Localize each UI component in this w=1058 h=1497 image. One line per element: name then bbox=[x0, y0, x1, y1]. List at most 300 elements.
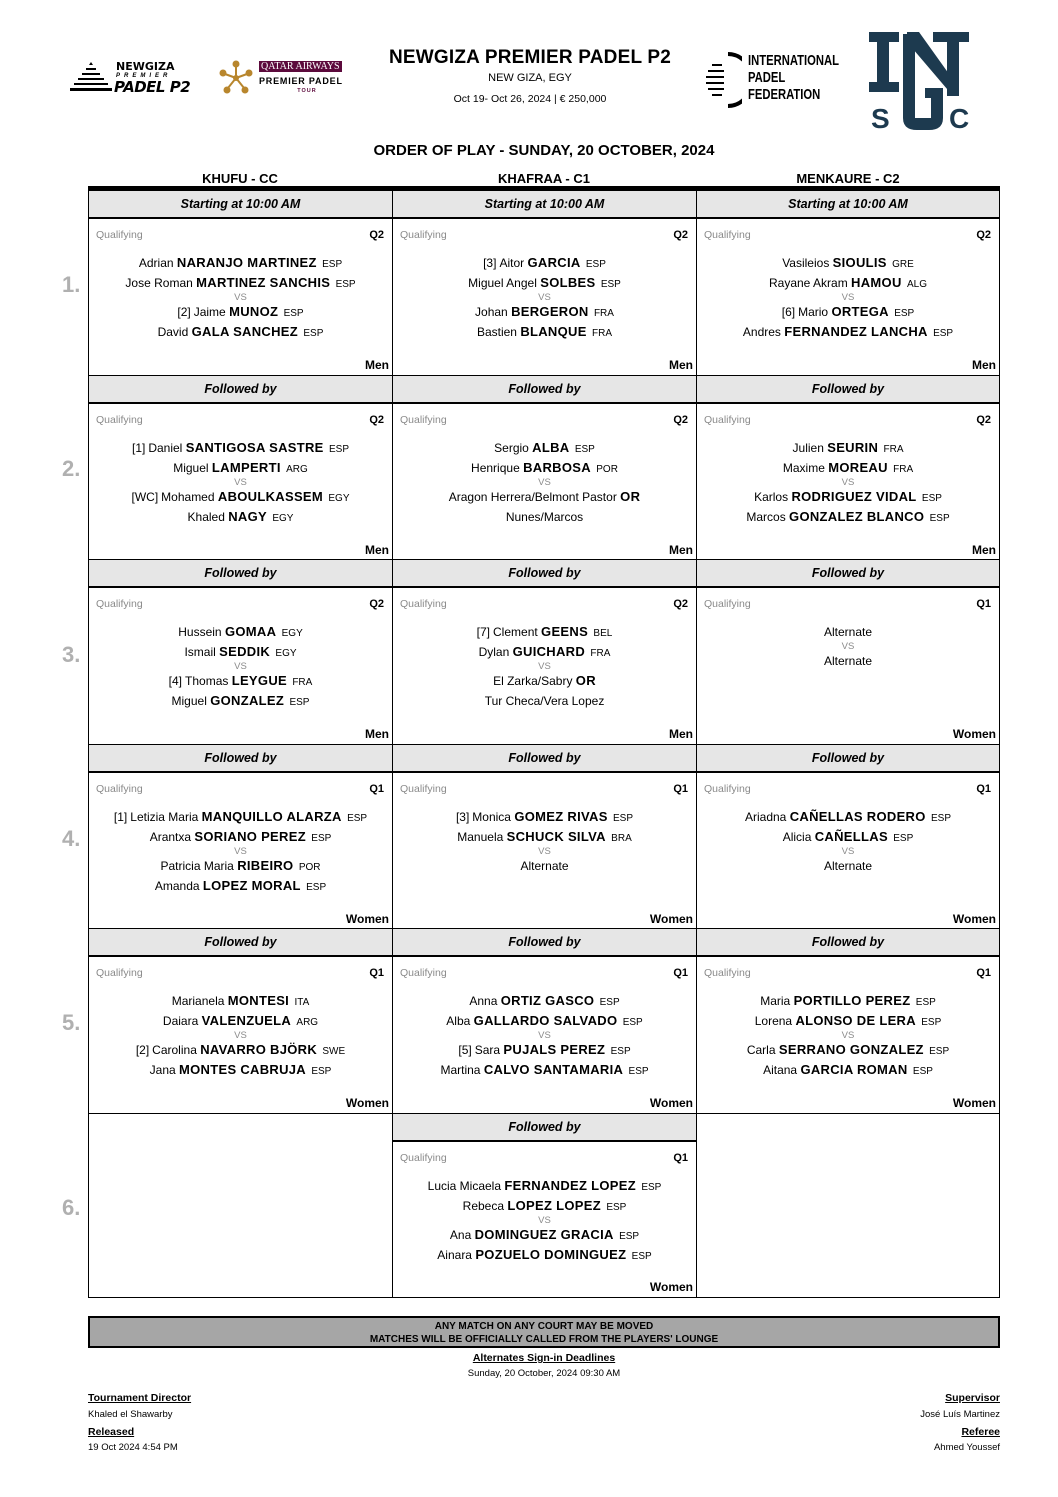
player-last-name: BLANQUE bbox=[520, 324, 587, 339]
match-body bbox=[393, 1142, 696, 1297]
player-nationality: ESP bbox=[915, 997, 936, 1008]
player-nationality: ESP bbox=[921, 493, 942, 504]
player-last-name: GONZALEZ bbox=[210, 693, 285, 708]
player-nationality: ESP bbox=[585, 259, 606, 270]
player-line bbox=[697, 273, 999, 293]
player-first-name: Anna bbox=[469, 994, 498, 1008]
referee-name: Ahmed Youssef bbox=[933, 1442, 1000, 1453]
player-last-name: SEURIN bbox=[827, 440, 879, 455]
player-last-name: SANTIGOSA SASTRE bbox=[185, 440, 324, 455]
notice-banner bbox=[88, 1316, 1000, 1348]
player-last-name: RODRIGUEZ VIDAL bbox=[791, 489, 917, 504]
player-nationality: ARG bbox=[286, 464, 308, 475]
player-last-name: SOLBES bbox=[540, 275, 596, 290]
category-label: Women bbox=[649, 1096, 693, 1110]
player-last-name: VALENZUELA bbox=[201, 1013, 292, 1028]
category-label: Men bbox=[365, 727, 389, 741]
player-first-name: Alternate bbox=[823, 654, 873, 668]
round-label: Q1 bbox=[673, 783, 688, 795]
match-cell bbox=[696, 375, 1000, 561]
player-line bbox=[89, 487, 392, 507]
match-players bbox=[89, 807, 392, 896]
player-line bbox=[89, 273, 392, 293]
category-label: Women bbox=[952, 1096, 996, 1110]
player-line bbox=[393, 1060, 696, 1080]
player-first-name: Aragon Herrera/Belmont Pastor bbox=[448, 490, 617, 504]
order-of-play-title: ORDER OF PLAY - SUNDAY, 20 OCTOBER, 2024 bbox=[373, 142, 715, 159]
player-nationality: FRA bbox=[292, 677, 313, 688]
player-first-name: Carla bbox=[746, 1043, 776, 1057]
match-body bbox=[697, 588, 999, 744]
tournament-title: NEWGIZA PREMIER PADEL P2 bbox=[388, 47, 672, 68]
followed-by-header: Followed by bbox=[697, 929, 999, 957]
row-number: 3. bbox=[62, 642, 81, 667]
player-last-name: NAVARRO BJÖRK bbox=[200, 1042, 318, 1057]
followed-by-header: Followed by bbox=[393, 1114, 696, 1142]
player-line bbox=[393, 1245, 696, 1265]
qatar-premier-padel-logo bbox=[218, 60, 358, 96]
player-line bbox=[697, 507, 999, 527]
player-last-name: GOMEZ RIVAS bbox=[514, 809, 608, 824]
match-cell bbox=[88, 375, 393, 561]
category-label: Women bbox=[649, 1280, 693, 1294]
vs-label: VS bbox=[841, 846, 855, 857]
player-last-name: LOPEZ LOPEZ bbox=[507, 1198, 601, 1213]
player-nationality: ESP bbox=[628, 1066, 649, 1077]
qualifying-label: Qualifying bbox=[400, 229, 447, 241]
ngsc-logo bbox=[867, 28, 973, 132]
player-line bbox=[89, 458, 392, 478]
qualifying-label: Qualifying bbox=[704, 414, 751, 426]
category-label: Women bbox=[649, 912, 693, 926]
player-first-name: Maxime bbox=[782, 461, 825, 475]
player-nationality: FRA bbox=[883, 444, 904, 455]
player-line bbox=[697, 1060, 999, 1080]
vs-label: VS bbox=[538, 477, 551, 488]
round-label: Q2 bbox=[673, 414, 688, 426]
row-number: 2. bbox=[62, 456, 81, 481]
match-players bbox=[89, 622, 392, 711]
player-first-name: Alternate bbox=[823, 625, 873, 639]
player-line bbox=[697, 438, 999, 458]
category-label: Women bbox=[952, 727, 996, 741]
player-nationality: POR bbox=[596, 464, 618, 475]
match-cell bbox=[88, 744, 393, 930]
player-nationality: ESP bbox=[283, 308, 304, 319]
player-line bbox=[89, 1040, 392, 1060]
player-line bbox=[393, 1225, 696, 1245]
followed-by-header: Followed by bbox=[89, 745, 392, 773]
player-nationality: ESP bbox=[921, 1017, 942, 1028]
player-first-name: Alternate bbox=[823, 859, 873, 873]
category-label: Men bbox=[972, 358, 996, 372]
player-first-name: Julien bbox=[792, 441, 824, 455]
qualifying-label: Qualifying bbox=[96, 783, 143, 795]
match-body bbox=[697, 957, 999, 1113]
match-players bbox=[393, 1176, 696, 1265]
followed-by-header: Followed by bbox=[89, 560, 392, 588]
player-first-name: Mohamed bbox=[161, 490, 215, 504]
round-label: Q2 bbox=[976, 414, 991, 426]
player-first-name: Johan bbox=[475, 305, 508, 319]
player-last-name: MUNOZ bbox=[229, 304, 279, 319]
player-line bbox=[393, 322, 696, 342]
vs-label: VS bbox=[234, 292, 247, 303]
player-last-name: ALBA bbox=[532, 440, 570, 455]
row-number: 6. bbox=[62, 1195, 81, 1220]
player-first-name: Karlos bbox=[754, 490, 789, 504]
player-line bbox=[89, 302, 392, 322]
qualifying-label: Qualifying bbox=[400, 598, 447, 610]
player-nationality: ESP bbox=[622, 1017, 643, 1028]
player-line bbox=[89, 322, 392, 342]
start-time-header: Starting at 10:00 AM bbox=[697, 191, 999, 219]
category-label: Women bbox=[345, 1096, 389, 1110]
player-nationality: ESP bbox=[311, 833, 332, 844]
player-nationality: ESP bbox=[931, 813, 952, 824]
player-line bbox=[89, 507, 392, 527]
player-last-name: GEENS bbox=[541, 624, 589, 639]
player-first-name: Amanda bbox=[154, 879, 200, 893]
player-last-name: SERRANO GONZALEZ bbox=[778, 1042, 924, 1057]
followed-by-header: Followed by bbox=[393, 745, 696, 773]
match-body bbox=[89, 957, 392, 1113]
player-last-name: MANQUILLO ALARZA bbox=[201, 809, 342, 824]
match-body bbox=[697, 219, 999, 375]
qualifying-label: Qualifying bbox=[400, 967, 447, 979]
player-last-name: FERNANDEZ LANCHA bbox=[784, 324, 928, 339]
round-label: Q1 bbox=[976, 598, 991, 610]
player-last-name: LAMPERTI bbox=[211, 460, 281, 475]
player-first-name: Henrique bbox=[471, 461, 520, 475]
player-last-name: SEDDIK bbox=[219, 644, 271, 659]
player-last-name: SIOULIS bbox=[832, 255, 887, 270]
player-last-name: SCHUCK SILVA bbox=[506, 829, 606, 844]
player-first-name: Clement bbox=[493, 625, 538, 639]
player-first-name: Lucia Micaela bbox=[427, 1179, 502, 1193]
player-nationality: ESP bbox=[306, 882, 327, 893]
player-line bbox=[89, 691, 392, 711]
ngsc-letter-s: S bbox=[871, 103, 890, 132]
vs-label: VS bbox=[538, 846, 551, 857]
player-line bbox=[393, 1040, 696, 1060]
player-last-name: POZUELO DOMINGUEZ bbox=[475, 1247, 627, 1262]
start-time-header: Starting at 10:00 AM bbox=[89, 191, 392, 219]
match-players bbox=[697, 991, 999, 1080]
qualifying-label: Qualifying bbox=[96, 967, 143, 979]
category-label: Women bbox=[952, 912, 996, 926]
player-nationality: ESP bbox=[329, 444, 350, 455]
player-last-name: SORIANO PEREZ bbox=[194, 829, 306, 844]
player-last-name: GARCIA bbox=[527, 255, 581, 270]
player-nationality: ITA bbox=[294, 997, 310, 1008]
vs-label: VS bbox=[234, 477, 247, 488]
player-nationality: EGY bbox=[328, 493, 350, 504]
padel-ball-icon bbox=[702, 52, 742, 108]
player-last-name: DOMINGUEZ GRACIA bbox=[474, 1227, 614, 1242]
player-first-name: Mario bbox=[798, 305, 829, 319]
round-label: Q1 bbox=[369, 783, 384, 795]
match-players bbox=[393, 253, 696, 342]
player-last-name: PUJALS PEREZ bbox=[503, 1042, 606, 1057]
supervisor-name: José Luís Martinez bbox=[920, 1409, 1000, 1420]
match-cell bbox=[392, 559, 697, 745]
player-last-name: OR bbox=[575, 673, 596, 688]
player-nationality: ESP bbox=[893, 833, 914, 844]
match-body bbox=[393, 404, 696, 560]
match-body bbox=[393, 219, 696, 375]
player-line bbox=[393, 691, 696, 711]
player-first-name: Daniel bbox=[148, 441, 183, 455]
category-label: Men bbox=[365, 543, 389, 557]
player-nationality: ARG bbox=[296, 1017, 319, 1028]
round-label: Q2 bbox=[673, 598, 688, 610]
player-line bbox=[393, 273, 696, 293]
category-label: Men bbox=[365, 358, 389, 372]
followed-by-header: Followed by bbox=[89, 929, 392, 957]
player-first-name: Miguel bbox=[171, 694, 207, 708]
court-header-khafraa: KHAFRAA - C1 bbox=[498, 171, 590, 186]
player-first-name: Manuela bbox=[457, 830, 504, 844]
notice-line1: ANY MATCH ON ANY COURT MAY BE MOVED bbox=[434, 1321, 654, 1332]
player-last-name: GARCIA ROMAN bbox=[800, 1062, 908, 1077]
newgiza-logo bbox=[70, 60, 210, 96]
premier-padel-label: PREMIER PADEL bbox=[259, 76, 343, 86]
player-line bbox=[393, 507, 696, 527]
match-body bbox=[697, 773, 999, 929]
player-last-name: MOREAU bbox=[828, 460, 888, 475]
player-first-name: Marianela bbox=[171, 994, 225, 1008]
row-number: 5. bbox=[62, 1010, 81, 1035]
player-nationality: POR bbox=[298, 862, 321, 873]
player-first-name: Ismail bbox=[184, 645, 216, 659]
player-line bbox=[89, 1011, 392, 1031]
qualifying-label: Qualifying bbox=[400, 414, 447, 426]
player-line bbox=[697, 827, 999, 847]
newgiza-logo-line3: PADEL P2 bbox=[114, 78, 191, 96]
qualifying-label: Qualifying bbox=[96, 414, 143, 426]
round-label: Q2 bbox=[369, 229, 384, 241]
released-label: Released bbox=[88, 1426, 135, 1438]
match-players bbox=[697, 622, 999, 671]
referee-label: Referee bbox=[961, 1426, 1000, 1438]
category-label: Men bbox=[972, 543, 996, 557]
fip-logo bbox=[702, 52, 847, 108]
player-first-name: Miguel Angel bbox=[468, 276, 537, 290]
player-first-name: Sara bbox=[474, 1043, 501, 1057]
player-first-name: Bastien bbox=[476, 325, 517, 339]
category-label: Women bbox=[345, 912, 389, 926]
player-nationality: BRA bbox=[611, 833, 632, 844]
player-last-name: CALVO SANTAMARIA bbox=[483, 1062, 624, 1077]
player-seed: [5] bbox=[458, 1043, 472, 1057]
player-seed: [2] bbox=[135, 1043, 150, 1057]
player-first-name: Carolina bbox=[152, 1043, 197, 1057]
player-first-name: Nunes/Marcos bbox=[505, 510, 584, 524]
vs-label: VS bbox=[841, 477, 855, 488]
match-cell bbox=[696, 928, 1000, 1114]
player-nationality: ESP bbox=[599, 997, 620, 1008]
followed-by-header: Followed by bbox=[393, 929, 696, 957]
player-last-name: BERGERON bbox=[511, 304, 589, 319]
player-first-name: Hussein bbox=[178, 625, 222, 639]
match-body bbox=[89, 404, 392, 560]
followed-by-header: Followed by bbox=[393, 376, 696, 404]
player-line bbox=[697, 991, 999, 1011]
player-nationality: ESP bbox=[574, 444, 595, 455]
player-nationality: ESP bbox=[641, 1182, 662, 1193]
player-nationality: EGY bbox=[281, 628, 303, 639]
vs-label: VS bbox=[841, 292, 855, 303]
round-label: Q1 bbox=[673, 1152, 688, 1164]
qatar-airways-label: QATAR AIRWAYS bbox=[261, 61, 340, 72]
player-last-name: GOMAA bbox=[224, 624, 277, 639]
player-last-name: MONTESI bbox=[227, 993, 290, 1008]
player-nationality: ESP bbox=[929, 513, 950, 524]
vs-label: VS bbox=[234, 661, 247, 672]
player-seed: [3] bbox=[483, 256, 497, 270]
player-line bbox=[393, 856, 696, 876]
category-label: Men bbox=[669, 358, 693, 372]
player-seed: [1] bbox=[131, 441, 146, 455]
vs-label: VS bbox=[538, 661, 551, 672]
player-nationality: BEL bbox=[593, 628, 613, 639]
player-first-name: Aitor bbox=[499, 256, 525, 270]
qualifying-label: Qualifying bbox=[704, 967, 751, 979]
player-seed: [1] bbox=[113, 810, 128, 824]
player-first-name: Marcos bbox=[746, 510, 786, 524]
player-line bbox=[89, 856, 392, 876]
player-nationality: FRA bbox=[592, 328, 613, 339]
player-last-name: GALLARDO SALVADO bbox=[473, 1013, 618, 1028]
match-players bbox=[697, 807, 999, 876]
player-first-name: Martina bbox=[440, 1063, 481, 1077]
player-last-name: ORTIZ GASCO bbox=[500, 993, 595, 1008]
player-seed: [7] bbox=[476, 625, 491, 639]
alternates-deadline-title: Alternates Sign-in Deadlines bbox=[472, 1352, 616, 1364]
player-nationality: ESP bbox=[347, 813, 368, 824]
player-nationality: EGY bbox=[272, 513, 294, 524]
player-first-name: Monica bbox=[472, 810, 511, 824]
match-cell bbox=[88, 559, 393, 745]
alternates-deadline: Sunday, 20 October, 2024 09:30 AM bbox=[467, 1368, 621, 1379]
player-last-name: CAÑELLAS RODERO bbox=[789, 809, 926, 824]
released-time: 19 Oct 2024 4:54 PM bbox=[88, 1442, 178, 1453]
player-nationality: ESP bbox=[600, 279, 621, 290]
player-line bbox=[393, 642, 696, 662]
player-last-name: BARBOSA bbox=[523, 460, 591, 475]
vs-label: VS bbox=[841, 1030, 855, 1041]
player-nationality: ESP bbox=[303, 328, 324, 339]
player-first-name: El Zarka/Sabry bbox=[493, 674, 573, 688]
match-body bbox=[393, 957, 696, 1113]
match-cell bbox=[696, 559, 1000, 745]
qualifying-label: Qualifying bbox=[96, 229, 143, 241]
player-first-name: Letizia Maria bbox=[130, 810, 199, 824]
player-nationality: ESP bbox=[322, 259, 343, 270]
tournament-director-label: Tournament Director bbox=[88, 1392, 192, 1404]
player-last-name: ABOULKASSEM bbox=[217, 489, 324, 504]
player-nationality: FRA bbox=[893, 464, 914, 475]
match-cell bbox=[392, 928, 697, 1114]
player-line bbox=[697, 302, 999, 322]
player-line bbox=[89, 827, 392, 847]
player-last-name: LOPEZ MORAL bbox=[202, 878, 301, 893]
match-cell bbox=[392, 375, 697, 561]
player-first-name: Patricia Maria bbox=[160, 859, 234, 873]
qualifying-label: Qualifying bbox=[704, 229, 751, 241]
player-first-name: Sergio bbox=[494, 441, 529, 455]
player-line bbox=[89, 1060, 392, 1080]
match-players bbox=[393, 807, 696, 876]
player-first-name: Rebeca bbox=[462, 1199, 505, 1213]
match-players bbox=[393, 622, 696, 711]
notice-line2: MATCHES WILL BE OFFICIALLY CALLED FROM THE PLAYERS' LOUNGE bbox=[369, 1334, 719, 1345]
round-label: Q2 bbox=[369, 598, 384, 610]
vs-label: VS bbox=[841, 641, 855, 652]
player-nationality: ESP bbox=[894, 308, 915, 319]
empty-cell bbox=[88, 1113, 393, 1298]
player-nationality: ESP bbox=[933, 328, 954, 339]
player-line bbox=[393, 1011, 696, 1031]
match-body bbox=[89, 588, 392, 744]
tournament-director-name: Khaled el Shawarby bbox=[88, 1409, 173, 1420]
qualifying-label: Qualifying bbox=[704, 598, 751, 610]
category-label: Men bbox=[669, 543, 693, 557]
player-last-name: LEYGUE bbox=[231, 673, 287, 688]
followed-by-header: Followed by bbox=[89, 376, 392, 404]
row-number: 1. bbox=[62, 272, 81, 297]
match-body bbox=[393, 773, 696, 929]
followed-by-header: Followed by bbox=[697, 745, 999, 773]
vs-label: VS bbox=[234, 846, 247, 857]
vs-label: VS bbox=[538, 1030, 551, 1041]
player-line bbox=[697, 1011, 999, 1031]
player-line bbox=[393, 438, 696, 458]
round-label: Q2 bbox=[976, 229, 991, 241]
player-line bbox=[393, 1176, 696, 1196]
player-seed: [6] bbox=[781, 305, 796, 319]
player-nationality: ESP bbox=[929, 1046, 950, 1057]
player-line bbox=[393, 253, 696, 273]
player-nationality: ESP bbox=[619, 1231, 640, 1242]
player-line bbox=[89, 253, 392, 273]
player-line bbox=[697, 487, 999, 507]
player-nationality: FRA bbox=[593, 308, 614, 319]
player-last-name: NARANJO MARTINEZ bbox=[176, 255, 317, 270]
player-last-name: HAMOU bbox=[851, 275, 902, 290]
match-cell bbox=[696, 744, 1000, 930]
followed-by-header: Followed by bbox=[697, 376, 999, 404]
player-line bbox=[697, 1040, 999, 1060]
pyramid-icon bbox=[70, 60, 112, 94]
player-nationality: ESP bbox=[289, 697, 310, 708]
player-first-name: Vasileios bbox=[782, 256, 830, 270]
player-first-name: Thomas bbox=[185, 674, 229, 688]
round-label: Q1 bbox=[976, 967, 991, 979]
player-first-name: Andres bbox=[742, 325, 781, 339]
player-line bbox=[393, 487, 696, 507]
player-first-name: Jose Roman bbox=[125, 276, 193, 290]
match-players bbox=[697, 253, 999, 342]
match-cell bbox=[696, 190, 1000, 376]
player-first-name: Miguel bbox=[173, 461, 209, 475]
ngsc-monogram-icon bbox=[867, 28, 973, 132]
player-last-name: GUICHARD bbox=[512, 644, 586, 659]
order-of-play-grid bbox=[88, 190, 1000, 1298]
fip-line3: FEDERATION bbox=[748, 86, 821, 103]
player-last-name: ORTEGA bbox=[831, 304, 889, 319]
